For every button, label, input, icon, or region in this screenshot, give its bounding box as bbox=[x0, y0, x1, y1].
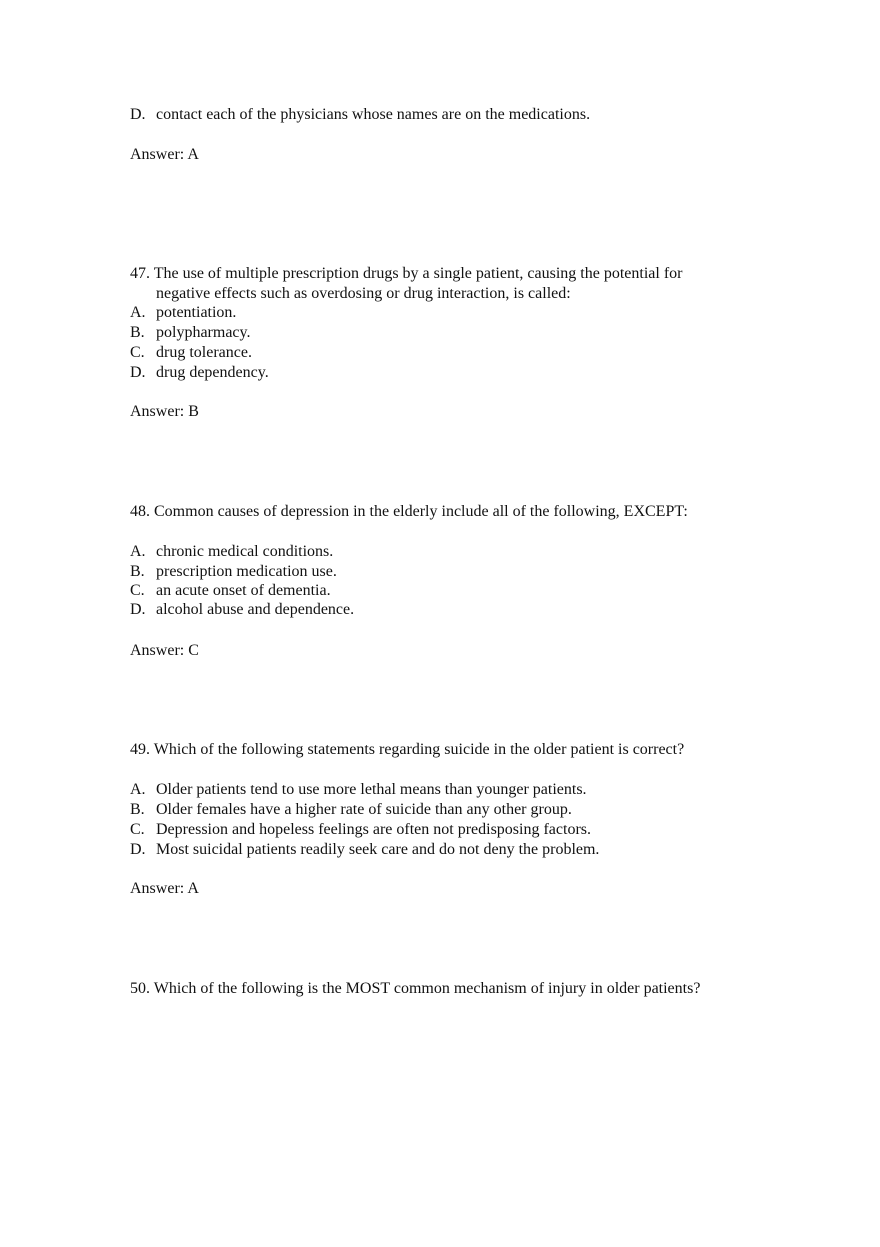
option-text: prescription medication use. bbox=[156, 563, 337, 580]
q49-option-a bbox=[130, 780, 587, 800]
q48-stem-line1: 48. Common causes of depression in the elderly include all of the following, EXCEPT: bbox=[130, 503, 688, 520]
option-text: potentiation. bbox=[156, 304, 237, 321]
option-text: chronic medical conditions. bbox=[156, 543, 334, 560]
q48-answer: Answer: C bbox=[130, 642, 199, 659]
q47-answer: Answer: B bbox=[130, 403, 199, 420]
q47-stem-line2: negative effects such as overdosing or drug interaction, is called: bbox=[156, 285, 571, 302]
option-letter: C. bbox=[130, 344, 145, 361]
option-text: polypharmacy. bbox=[156, 324, 251, 341]
q47-option-d bbox=[130, 363, 269, 383]
option-text: drug tolerance. bbox=[156, 344, 252, 361]
option-text: an acute onset of dementia. bbox=[156, 582, 331, 599]
option-text: alcohol abuse and dependence. bbox=[156, 601, 355, 618]
option-letter: A. bbox=[130, 543, 146, 560]
option-letter: C. bbox=[130, 821, 145, 838]
q49-option-d bbox=[130, 840, 599, 860]
q47-option-b bbox=[130, 323, 250, 343]
option-text: Older patients tend to use more lethal means than younger patients. bbox=[156, 781, 587, 798]
option-letter: B. bbox=[130, 324, 145, 341]
q49-answer: Answer: A bbox=[130, 880, 199, 897]
q48-option-c bbox=[130, 581, 331, 601]
option-letter: D. bbox=[130, 841, 146, 858]
option-text: contact each of the physicians whose names are on the medications. bbox=[156, 106, 591, 123]
q47-option-c bbox=[130, 343, 252, 363]
q50-stem-line1: 50. Which of the following is the MOST common mechanism of injury in older patients? bbox=[130, 980, 701, 997]
prev-option-d bbox=[130, 105, 590, 125]
option-text: Most suicidal patients readily seek care and do not deny the problem. bbox=[156, 841, 600, 858]
option-text: Depression and hopeless feelings are often not predisposing factors. bbox=[156, 821, 591, 838]
q49-option-c bbox=[130, 820, 591, 840]
option-text: drug dependency. bbox=[156, 364, 269, 381]
option-letter: B. bbox=[130, 801, 145, 818]
option-letter: B. bbox=[130, 563, 145, 580]
prev-answer: Answer: A bbox=[130, 146, 199, 163]
q47-option-a bbox=[130, 303, 236, 323]
option-letter: C. bbox=[130, 582, 145, 599]
q48-option-a bbox=[130, 542, 333, 562]
option-text: Older females have a higher rate of suicide than any other group. bbox=[156, 801, 572, 818]
option-letter: A. bbox=[130, 304, 146, 321]
option-letter: A. bbox=[130, 781, 146, 798]
q49-stem-line1: 49. Which of the following statements regarding suicide in the older patient is correct? bbox=[130, 741, 685, 758]
option-letter: D. bbox=[130, 601, 146, 618]
q49-option-b bbox=[130, 800, 572, 820]
q48-option-b bbox=[130, 562, 337, 582]
q48-option-d bbox=[130, 600, 354, 620]
q47-stem-line1: 47. The use of multiple prescription drugs by a single patient, causing the potential for bbox=[130, 265, 683, 282]
option-letter: D. bbox=[130, 106, 146, 123]
option-letter: D. bbox=[130, 364, 146, 381]
